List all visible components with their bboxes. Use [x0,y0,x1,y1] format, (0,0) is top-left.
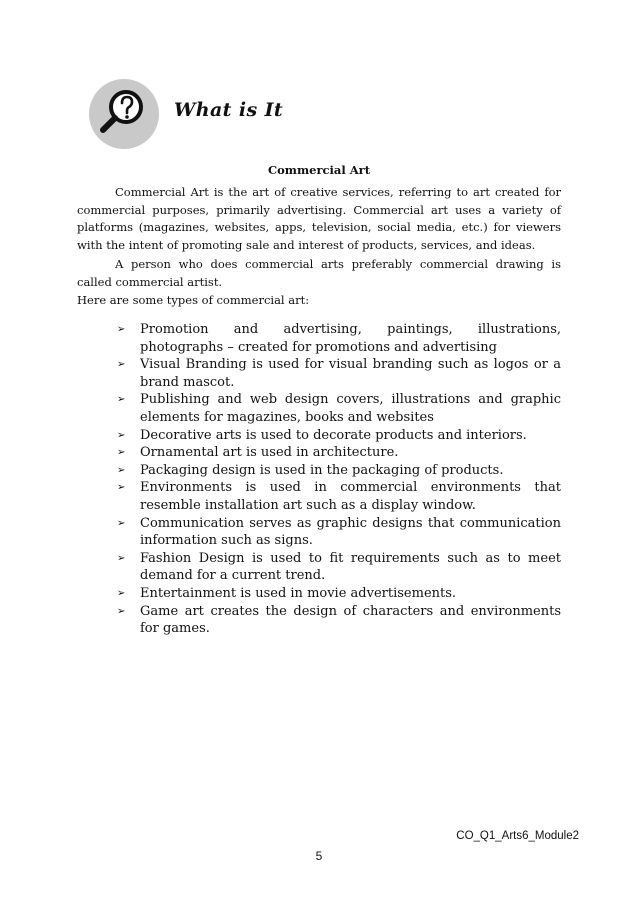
list-item-text: Visual Branding is used for visual branding such as logos or a brand mascot. [140,357,561,390]
arrowhead-bullet-icon: ➢ [117,464,126,476]
list-item-text: Communication serves as graphic designs that communication information such as signs. [140,515,561,549]
list-item [116,603,561,638]
list-item [116,391,561,426]
list-item-text: Environments is used in commercial environments that resemble installation art such as a display window. [140,480,561,513]
list-item [116,427,561,445]
list-item-text: Ornamental art is used in architecture. [140,445,399,461]
list-item [116,585,561,603]
list-item-text: Entertainment is used in movie advertisements. [140,585,457,601]
arrowhead-bullet-icon: ➢ [117,324,126,335]
list-item [116,479,561,514]
types-intro-paragraph: Here are some types of commercial art: [77,293,310,307]
section-heading: What is It [174,99,284,121]
page-number: 5 [315,849,323,863]
list-item-text: Packaging design is used in the packaging of products. [140,462,504,478]
arrowhead-bullet-icon: ➢ [117,482,126,494]
list-item [116,462,561,480]
module-code: CO_Q1_Arts6_Module2 [456,830,579,842]
arrowhead-bullet-icon: ➢ [117,517,126,529]
list-item-text: Game art creates the design of characters and environments for games. [140,603,561,637]
arrowhead-bullet-icon: ➢ [117,605,126,617]
section-header [88,78,388,158]
arrowhead-bullet-icon: ➢ [117,552,126,564]
list-item [116,515,561,550]
list-item-text: Publishing and web design covers, illustrations and graphic elements for magazines, books and websites [140,392,561,425]
list-item [116,321,561,356]
page-subtitle: Commercial Art [267,163,371,177]
arrowhead-bullet-icon: ➢ [117,447,126,459]
arrowhead-bullet-icon: ➢ [117,429,126,441]
list-item-text: Decorative arts is used to decorate products and interiors. [140,427,527,443]
list-item [116,550,561,585]
list-item-text: Promotion and advertising, paintings, illustrations, photographs – created for promotions and advertising [140,322,561,355]
artist-paragraph: A person who does commercial arts preferably commercial drawing is called commercial artist. [77,257,561,289]
arrowhead-bullet-icon: ➢ [117,359,126,371]
magnifier-question-icon [88,78,160,150]
list-item-text: Fashion Design is used to fit requirements such as to meet demand for a current trend. [140,550,561,584]
list-item [116,444,561,462]
list-item [116,356,561,391]
arrowhead-bullet-icon: ➢ [117,394,126,406]
commercial-art-types-list [116,321,561,638]
arrowhead-bullet-icon: ➢ [117,587,126,599]
intro-paragraph: Commercial Art is the art of creative services, referring to art created for commercial purposes, primarily advertising. Commercial art uses a variety of platforms (magazines, websites, apps, television, social media, etc.) for viewers with the intent of promoting sale and interest of products, services, and ideas. [77,185,561,252]
